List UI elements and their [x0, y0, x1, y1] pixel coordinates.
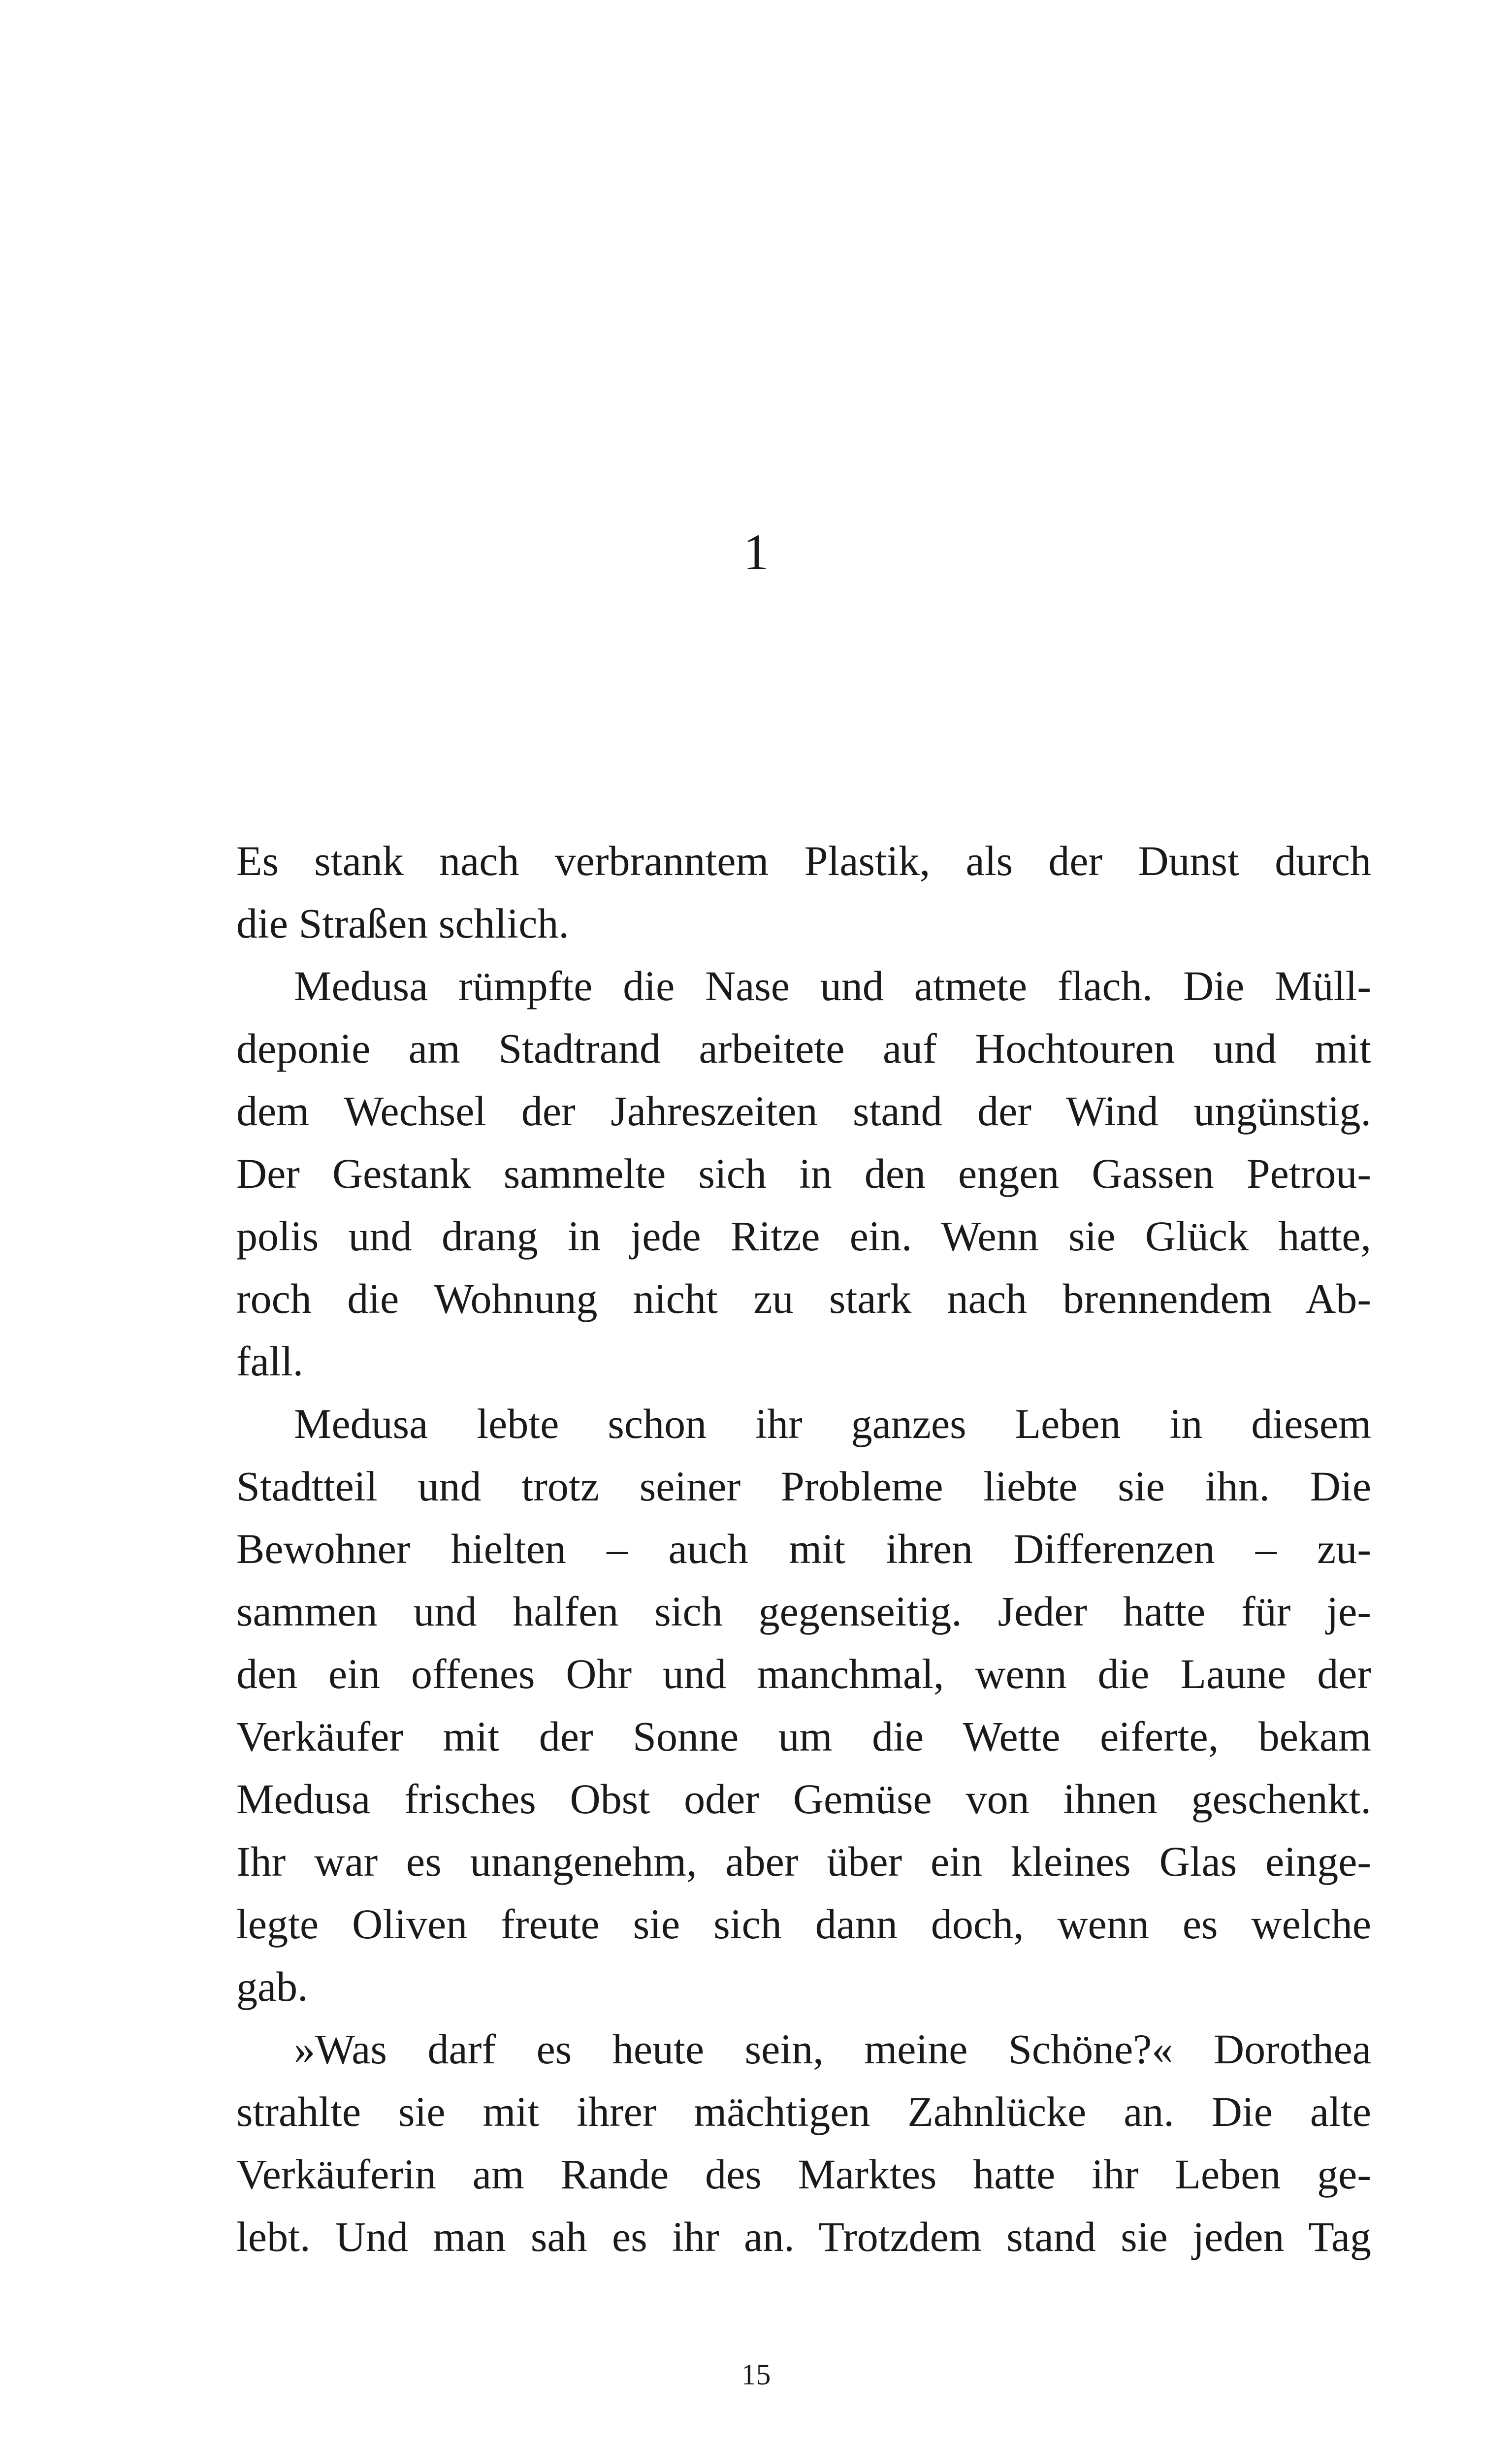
- text-line: Bewohner hielten – auch mit ihren Differenzen – zu-: [236, 1525, 1371, 1572]
- text-line: »Was darf es heute sein, meine Schöne?« Dorothea: [294, 2025, 1371, 2073]
- text-line: Stadtteil und trotz seiner Probleme liebte sie ihn. Die: [236, 1463, 1371, 1510]
- text-line: Verkäuferin am Rande des Marktes hatte ihr Leben ge-: [236, 2150, 1371, 2198]
- text-line: deponie am Stadtrand arbeitete auf Hochtouren und mit: [236, 1025, 1371, 1072]
- text-line: den ein offenes Ohr und manchmal, wenn die Laune der: [236, 1650, 1371, 1697]
- text-line: Medusa rümpfte die Nase und atmete flach. Die Müll-: [294, 962, 1371, 1010]
- text-line: Medusa frisches Obst oder Gemüse von ihnen geschenkt.: [236, 1775, 1371, 1823]
- text-line: Verkäufer mit der Sonne um die Wette eiferte, bekam: [236, 1713, 1371, 1760]
- text-line: roch die Wohnung nicht zu stark nach brennendem Ab-: [236, 1275, 1371, 1322]
- text-line: legte Oliven freute sie sich dann doch, wenn es welche: [236, 1900, 1371, 1948]
- text-line: dem Wechsel der Jahreszeiten stand der Wind ungünstig.: [236, 1087, 1371, 1135]
- text-line: lebt. Und man sah es ihr an. Trotzdem stand sie jeden Tag: [236, 2213, 1371, 2260]
- text-line: Der Gestank sammelte sich in den engen Gassen Petrou-: [236, 1150, 1371, 1197]
- text-line: sammen und halfen sich gegenseitig. Jeder hatte für je-: [236, 1588, 1371, 1635]
- text-line: polis und drang in jede Ritze ein. Wenn sie Glück hatte,: [236, 1212, 1371, 1260]
- text-line: fall.: [236, 1337, 304, 1385]
- text-line: Medusa lebte schon ihr ganzes Leben in diesem: [294, 1400, 1371, 1447]
- chapter-number: 1: [743, 524, 769, 581]
- text-line: Es stank nach verbranntem Plastik, als der Dunst durch: [236, 837, 1371, 884]
- page-number: 15: [741, 2358, 771, 2391]
- text-line: Ihr war es unangenehm, aber über ein kleines Glas einge-: [236, 1838, 1371, 1885]
- text-line: strahlte sie mit ihrer mächtigen Zahnlücke an. Die alte: [236, 2088, 1371, 2135]
- text-line: die Straßen schlich.: [236, 900, 569, 947]
- body-text: [236, 830, 1371, 2268]
- text-line: gab.: [236, 1963, 308, 2010]
